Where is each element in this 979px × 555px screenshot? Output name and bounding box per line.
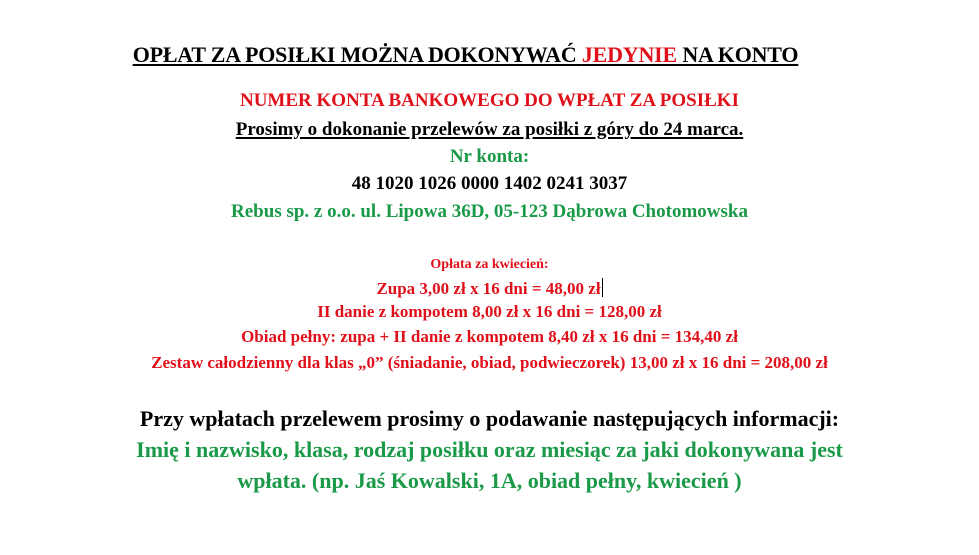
title-part-2: NA KONTO — [677, 42, 799, 67]
title-part-1: OPŁAT ZA POSIŁKI MOŻNA DOKONYWAĆ — [132, 42, 582, 67]
fee-main-course: II danie z kompotem 8,00 zł x 16 dni = 128,00 zł — [317, 302, 662, 321]
transfer-info-line-1: Imię i nazwisko, klasa, rodzaj posiłku oraz miesiąc za jaki dokonywana jest — [136, 437, 843, 462]
fee-full-day-set: Zestaw całodzienny dla klas „0” (śniadanie, obiad, podwieczorek) 13,00 zł x 16 dni = 208,00 zł — [151, 353, 828, 372]
main-title — [0, 44, 979, 66]
fee-soup — [0, 278, 979, 297]
account-number: 48 1020 1026 0000 1402 0241 3037 — [351, 173, 628, 194]
title-emphasis: JEDYNIE — [581, 42, 678, 67]
transfer-info-line-2: wpłata. (np. Jaś Kowalski, 1A, obiad pełny, kwiecień ) — [237, 468, 742, 493]
transfer-info-heading: Przy wpłatach przelewem prosimy o podawanie następujących informacji: — [139, 406, 840, 431]
fee-soup-text: Zupa 3,00 zł x 16 dni = 48,00 zł — [376, 279, 601, 298]
fees-heading: Opłata za kwiecień: — [430, 257, 549, 272]
payment-deadline-note — [0, 120, 979, 139]
company-address: Rebus sp. z o.o. ul. Lipowa 36D, 05-123 Dąbrowa Chotomowska — [231, 201, 748, 222]
account-heading: NUMER KONTA BANKOWEGO DO WPŁAT ZA POSIŁKI — [239, 90, 739, 111]
fee-full-dinner: Obiad pełny: zupa + II danie z kompotem 8,40 zł x 16 dni = 134,40 zł — [241, 327, 738, 346]
account-number-label: Nr konta: — [449, 146, 530, 167]
payment-deadline-text: Prosimy o dokonanie przelewów za posiłki z góry do 24 marca. — [235, 119, 744, 140]
title-underlined — [133, 42, 799, 67]
text-cursor-icon — [602, 278, 603, 297]
